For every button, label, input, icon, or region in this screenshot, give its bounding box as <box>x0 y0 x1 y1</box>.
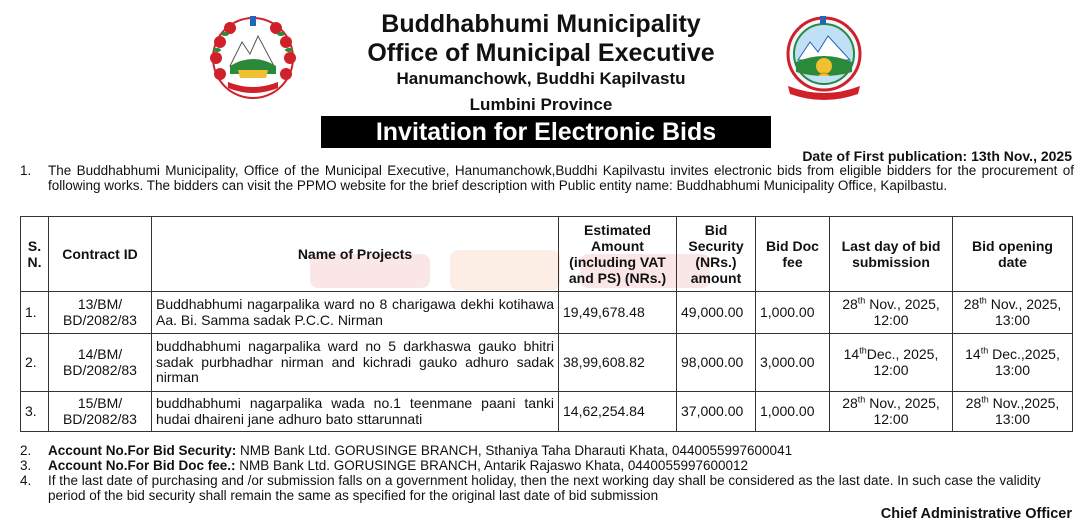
office-address: Hanumanchowk, Buddhi Kapilvastu <box>396 69 686 88</box>
note-number: 3. <box>20 458 32 473</box>
notice-title-banner: Invitation for Electronic Bids <box>321 116 771 148</box>
table-row <box>21 334 1073 392</box>
note-text: NMB Bank Ltd. GORUSINGE BRANCH, Sthaniya Taha Dharauti Khata, 0440055997600041 <box>236 443 793 458</box>
header-last-day: Last day of bid submission <box>830 217 953 292</box>
office-name: Office of Municipal Executive <box>367 39 715 67</box>
note-text: NMB Bank Ltd. GORUSINGE BRANCH, Antarik Rajaswo Khata, 0440055997600012 <box>235 458 749 473</box>
cell-bid-doc-fee: 3,000.00 <box>756 334 830 392</box>
intro-paragraph <box>20 163 1074 193</box>
note-item <box>20 458 1074 473</box>
cell-project-name: buddhabhumi nagarpalika wada no.1 teenmane paani tanki hudai dhaireni jane adhuro bato sttarunnati <box>152 392 559 432</box>
cell-sn: 3. <box>21 392 49 432</box>
cell-estimated-amount: 38,99,608.82 <box>559 334 677 392</box>
cell-opening-date: 14th Dec.,2025, 13:00 <box>953 334 1073 392</box>
table-row <box>21 292 1073 334</box>
municipality-logo-icon <box>782 14 866 102</box>
province-name: Lumbini Province <box>469 95 613 114</box>
header-estimated-amount: Estimated Amount (including VAT and PS) (NRs.) <box>559 217 677 292</box>
note-item <box>20 473 1074 503</box>
cell-opening-date: 28th Nov., 2025, 13:00 <box>953 292 1073 334</box>
header-contract-id: Contract ID <box>49 217 152 292</box>
publication-date: Date of First publication: 13th Nov., 2025 <box>802 148 1072 164</box>
note-number: 2. <box>20 443 32 458</box>
cell-sn: 2. <box>21 334 49 392</box>
signatory-title: Chief Administrative Officer <box>880 506 1072 522</box>
cell-opening-date: 28th Nov.,2025, 13:00 <box>953 392 1073 432</box>
cell-estimated-amount: 19,49,678.48 <box>559 292 677 334</box>
bids-table <box>20 216 1073 432</box>
cell-project-name: Buddhabhumi nagarpalika ward no 8 charigawa dekhi kotihawa Aa. Bi. Samma sadak P.C.C. Nirman <box>152 292 559 334</box>
cell-bid-security: 37,000.00 <box>677 392 756 432</box>
cell-sn: 1. <box>21 292 49 334</box>
header-sn: S. N. <box>21 217 49 292</box>
nepal-government-emblem-icon <box>208 12 298 102</box>
cell-contract-id: 13/BM/ BD/2082/83 <box>49 292 152 334</box>
cell-bid-doc-fee: 1,000.00 <box>756 392 830 432</box>
intro-number: 1. <box>20 163 32 178</box>
header-project-name: Name of Projects <box>152 217 559 292</box>
note-label: Account No.For Bid Security: <box>48 443 237 458</box>
table-header-row <box>21 217 1073 292</box>
note-number: 4. <box>20 473 32 488</box>
note-item <box>20 443 1074 458</box>
cell-last-day: 28th Nov., 2025, 12:00 <box>830 292 953 334</box>
header-bid-security: Bid Security (NRs.) amount <box>677 217 756 292</box>
note-label: Account No.For Bid Doc fee.: <box>48 458 236 473</box>
notes-list <box>20 443 1074 503</box>
cell-last-day: 28th Nov., 2025, 12:00 <box>830 392 953 432</box>
cell-project-name: buddhabhumi nagarpalika ward no 5 darkhaswa gauko bhitri sadak purbhadhar nirman and kichradi gauko adhuro sadak nirman <box>152 334 559 392</box>
cell-bid-security: 98,000.00 <box>677 334 756 392</box>
header-bid-doc-fee: Bid Doc fee <box>756 217 830 292</box>
intro-text: The Buddhabhumi Municipality, Office of the Municipal Executive, Hanumanchowk,Buddhi Kapilvastu invites electronic bids from eligible bidders for the procurement of following works. The bidders can visit the PPMO website for the brief description with Public entity name: Buddhabhumi Municipality Office, Kapilbastu. <box>48 163 1074 193</box>
cell-contract-id: 14/BM/ BD/2082/83 <box>49 334 152 392</box>
cell-bid-security: 49,000.00 <box>677 292 756 334</box>
cell-last-day: 14thDec., 2025, 12:00 <box>830 334 953 392</box>
cell-bid-doc-fee: 1,000.00 <box>756 292 830 334</box>
cell-contract-id: 15/BM/ BD/2082/83 <box>49 392 152 432</box>
cell-estimated-amount: 14,62,254.84 <box>559 392 677 432</box>
header-opening-date: Bid opening date <box>953 217 1073 292</box>
note-text: If the last date of purchasing and /or submission falls on a government holiday, then the next working day shall be considered as the last date. In such case the validity period of the bid security shall remain the same as specified for the original last date of bid submission <box>48 473 1041 503</box>
municipality-name: Buddhabhumi Municipality <box>381 10 701 38</box>
table-row <box>21 392 1073 432</box>
